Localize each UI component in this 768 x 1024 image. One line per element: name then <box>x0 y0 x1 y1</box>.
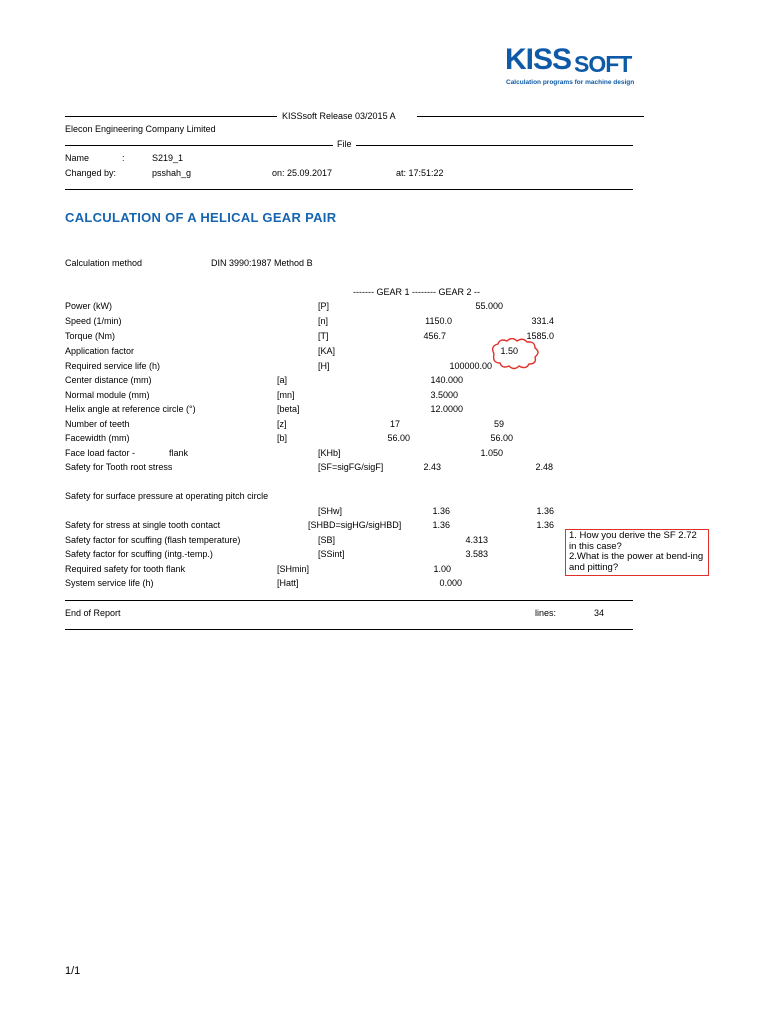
gear2-value: 59 <box>493 419 504 429</box>
gear2-value: 56.00 <box>490 433 513 443</box>
row-label: Safety factor for scuffing (flash temperature) <box>65 535 241 545</box>
row-label: Power (kW) <box>65 301 112 311</box>
row-symbol: [SHmin] <box>277 564 310 574</box>
divider <box>65 600 633 601</box>
changed-date: on: 25.09.2017 <box>272 168 333 178</box>
row-symbol: [beta] <box>277 404 300 414</box>
gear1-value: 2.43 <box>423 462 441 472</box>
changed-time: at: 17:51:22 <box>396 168 444 178</box>
row-symbol: [mn] <box>277 390 295 400</box>
gear2-value: 1.36 <box>536 520 554 530</box>
row-symbol: [KA] <box>318 346 336 356</box>
row-value: 1.50 <box>500 346 518 356</box>
gear1-value: 1150.0 <box>425 316 452 326</box>
method-value: DIN 3990:1987 Method B <box>211 258 313 268</box>
comment-note <box>565 529 709 576</box>
gear2-value: 331.4 <box>531 316 554 326</box>
row-symbol: [H] <box>318 361 330 371</box>
row-label: System service life (h) <box>65 578 154 588</box>
cloud-annotation <box>488 338 544 370</box>
row-label: Application factor <box>65 346 135 356</box>
divider <box>417 116 644 117</box>
row-symbol: [b] <box>277 433 288 443</box>
report-title: CALCULATION OF A HELICAL GEAR PAIR <box>65 210 337 225</box>
row-value: 3.583 <box>465 549 488 559</box>
row-value: 100000.00 <box>449 361 492 371</box>
gear1-value: 56.00 <box>387 433 410 443</box>
note-question-2: 2.What is the power at bend-ing and pitting? <box>569 551 704 573</box>
section-heading: Safety for surface pressure at operating pitch circle <box>65 491 269 501</box>
row-label: Number of teeth <box>65 419 130 429</box>
row-value: 1.00 <box>433 564 451 574</box>
lines-value: 34 <box>594 608 605 618</box>
row-symbol: [SF=sigFG/sigF] <box>318 462 384 472</box>
row-symbol: [SSint] <box>318 549 345 559</box>
gear1-value: 17 <box>389 419 400 429</box>
row-label: Speed (1/min) <box>65 316 122 326</box>
divider <box>356 145 633 146</box>
divider <box>65 145 333 146</box>
gear2-value: 2.48 <box>535 462 553 472</box>
row-label: Normal module (mm) <box>65 390 150 400</box>
row-symbol: [z] <box>277 419 287 429</box>
logo-soft-text: SOFT <box>574 51 632 77</box>
method-label: Calculation method <box>65 258 143 268</box>
gear2-value: 1585.0 <box>526 331 554 341</box>
page-number: 1/1 <box>65 965 81 977</box>
row-symbol: [SHBD=sigHG/sigHBD] <box>308 520 402 530</box>
row-symbol: [KHb] <box>318 448 341 458</box>
note-question-1: 1. How you derive the SF 2.72 in this case? <box>569 530 697 552</box>
company-name: Elecon Engineering Company Limited <box>65 124 216 134</box>
divider <box>65 116 277 117</box>
row-value: 1.050 <box>480 448 503 458</box>
row-symbol: [Hatt] <box>277 578 299 588</box>
row-label-flank: flank <box>169 448 189 458</box>
name-value: S219_1 <box>152 153 184 163</box>
gear1-value: 1.36 <box>432 506 450 516</box>
row-value: 4.313 <box>465 535 488 545</box>
logo-tagline: Calculation programs for machine design <box>506 79 635 86</box>
name-colon: : <box>122 153 125 163</box>
row-value: 12.0000 <box>430 404 463 414</box>
end-of-report: End of Report <box>65 608 121 618</box>
row-symbol: [P] <box>318 301 330 311</box>
row-label: Safety for Tooth root stress <box>65 462 173 472</box>
divider <box>65 629 633 630</box>
row-label: Safety factor for scuffing (intg.-temp.) <box>65 549 213 559</box>
row-label: Required safety for tooth flank <box>65 564 186 574</box>
name-label: Name <box>65 153 90 163</box>
row-label: Safety for stress at single tooth contact <box>65 520 221 530</box>
row-symbol: [T] <box>318 331 329 341</box>
row-label: Helix angle at reference circle (°) <box>65 404 196 414</box>
gear1-value: 1.36 <box>432 520 450 530</box>
row-symbol: [n] <box>318 316 329 326</box>
row-label: Face load factor - <box>65 448 136 458</box>
row-symbol: [SB] <box>318 535 336 545</box>
row-label: Torque (Nm) <box>65 331 116 341</box>
row-value: 3.5000 <box>430 390 458 400</box>
logo-kiss-text: KISS <box>505 43 572 76</box>
gear1-value: 456.7 <box>423 331 446 341</box>
row-value: 140.000 <box>430 375 463 385</box>
changed-value: psshah_g <box>152 168 192 178</box>
gear-column-header: ------- GEAR 1 -------- GEAR 2 -- <box>353 287 480 297</box>
release-text: KISSsoft Release 03/2015 A <box>282 111 396 121</box>
file-label: File <box>337 139 352 149</box>
lines-label: lines: <box>535 608 557 618</box>
row-symbol: [SHw] <box>318 506 343 516</box>
changed-label: Changed by: <box>65 168 117 178</box>
row-value: 0.000 <box>439 578 462 588</box>
row-value: 55.000 <box>475 301 503 311</box>
row-label: Center distance (mm) <box>65 375 152 385</box>
divider <box>65 189 633 190</box>
row-symbol: [a] <box>277 375 288 385</box>
row-label: Facewidth (mm) <box>65 433 130 443</box>
row-label: Required service life (h) <box>65 361 161 371</box>
gear2-value: 1.36 <box>536 506 554 516</box>
